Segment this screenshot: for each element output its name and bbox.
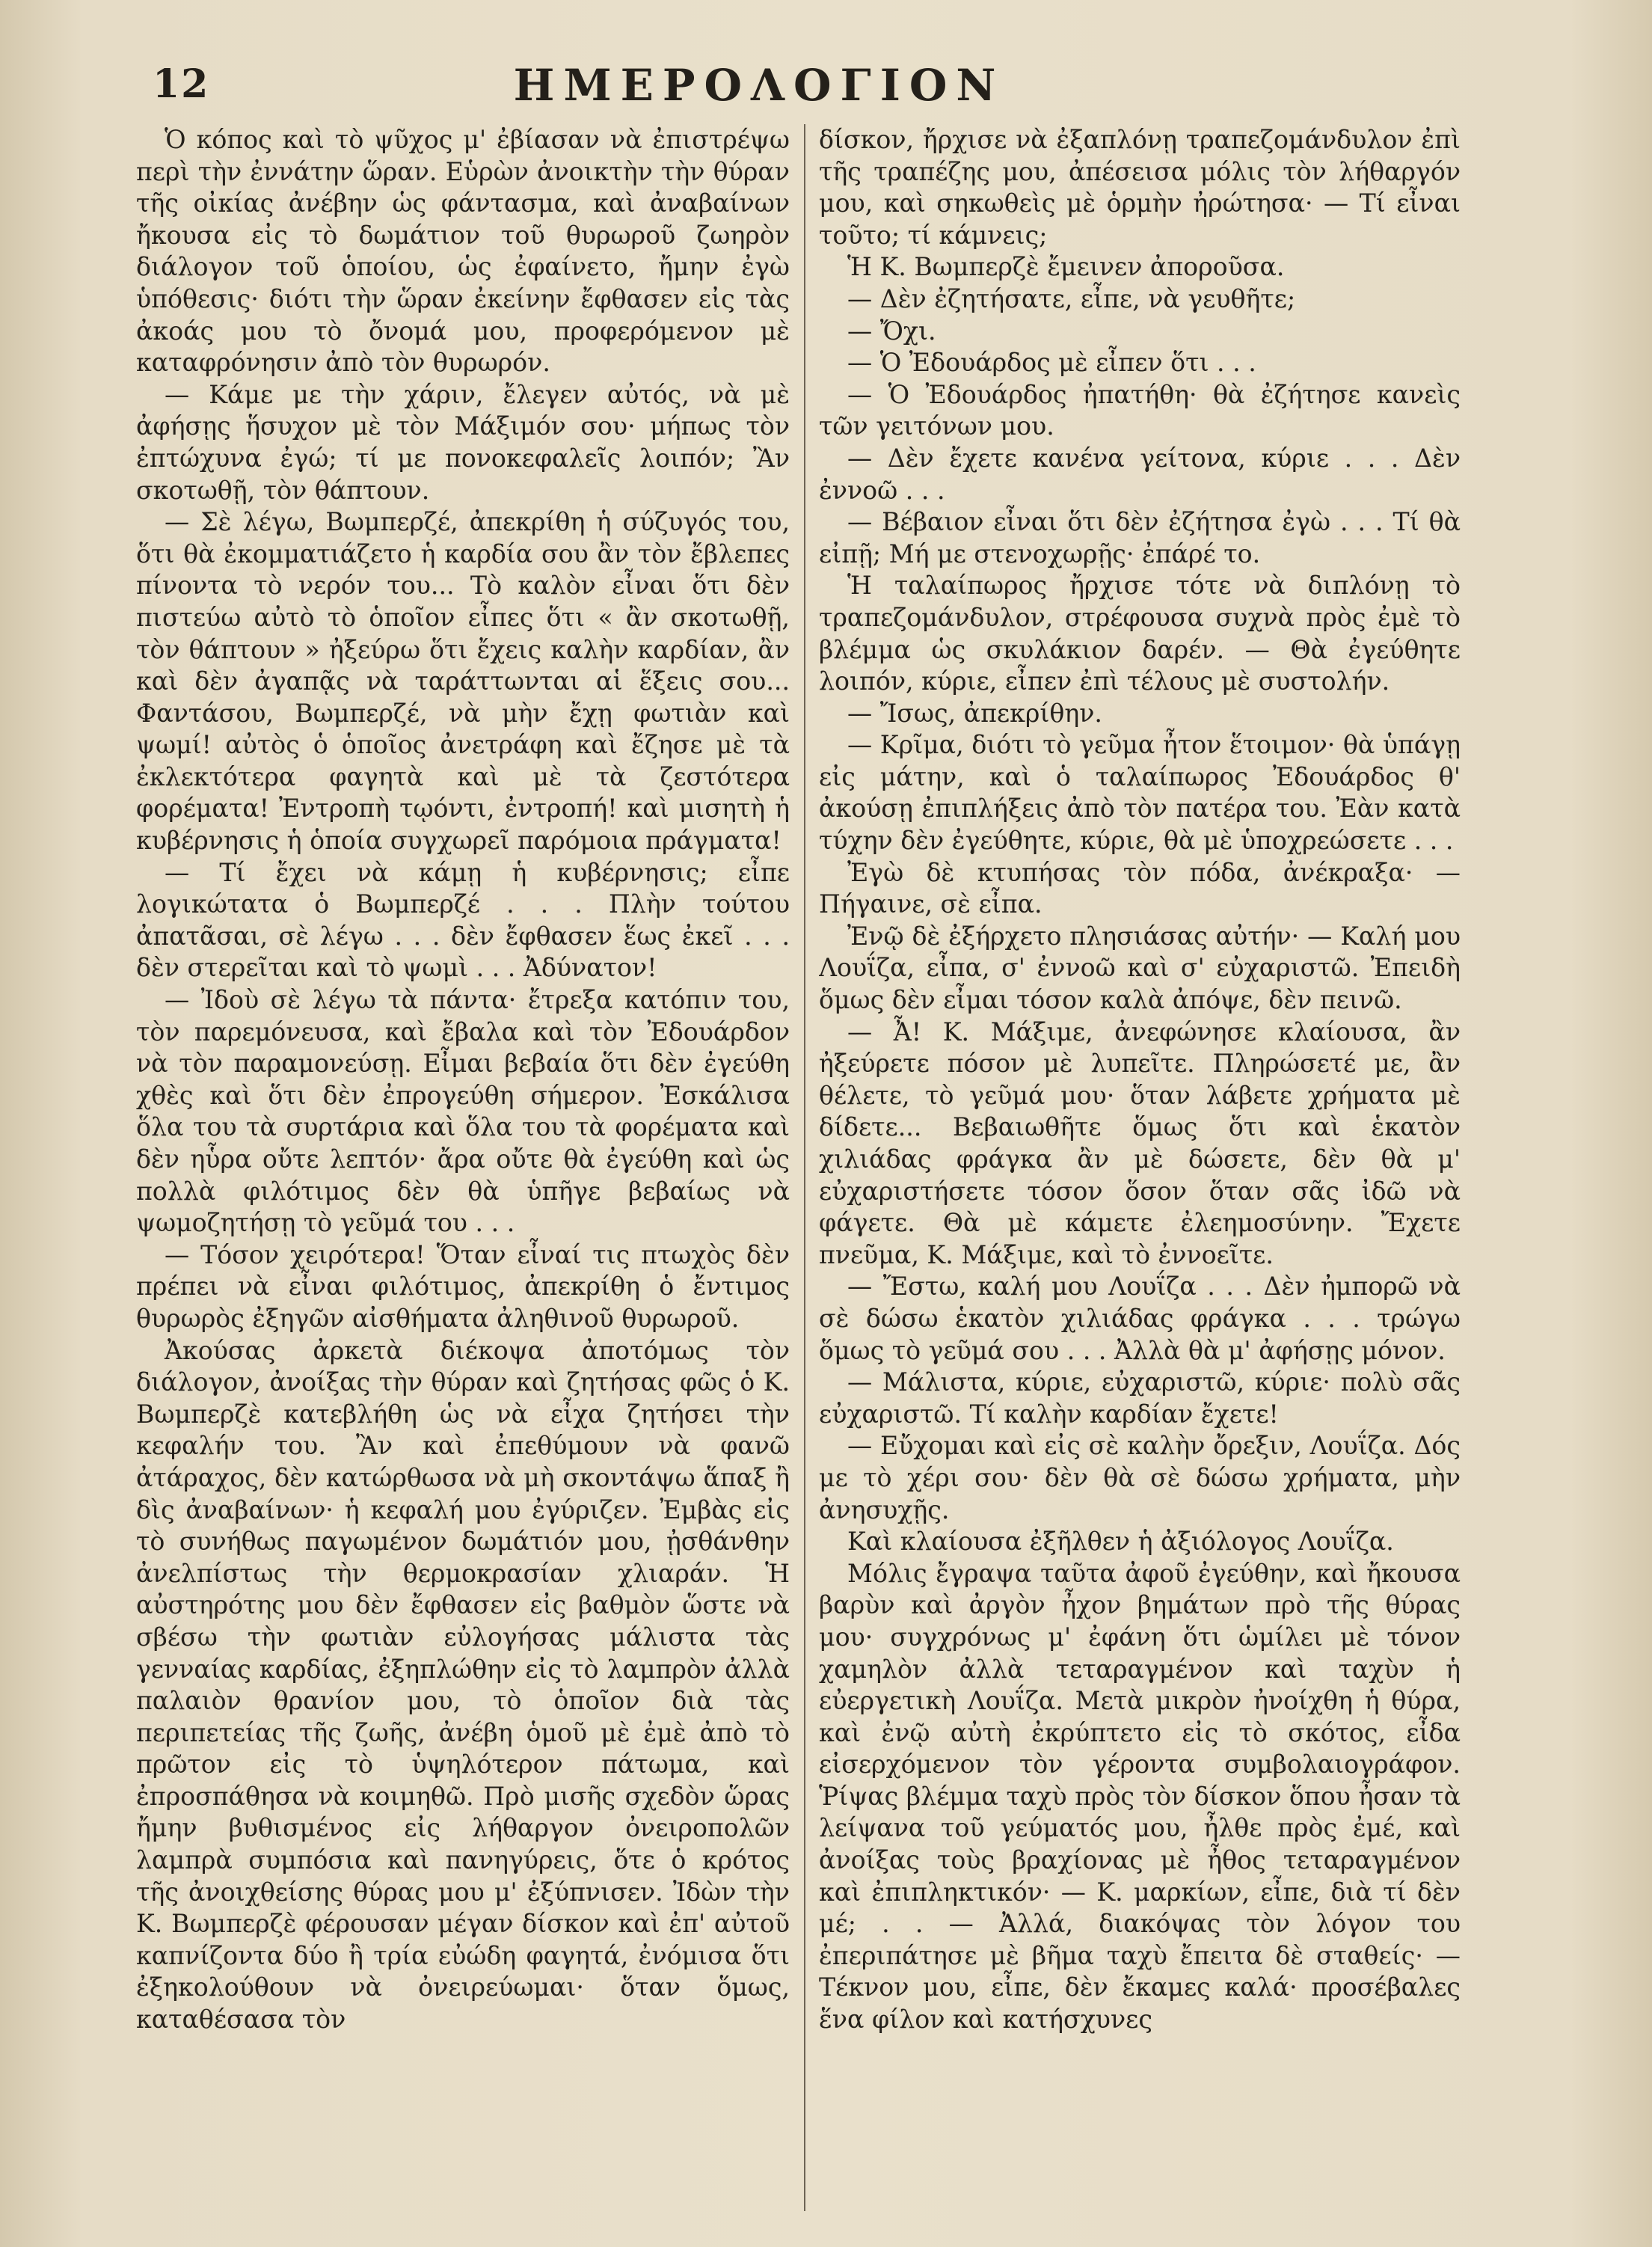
page-number: 12	[153, 61, 210, 107]
paragraph: Ἐγὼ δὲ κτυπήσας τὸν πόδα, ἀνέκραξα· — Πήγαινε, σὲ εἶπα.	[819, 857, 1461, 919]
paragraph: — Ἰδοὺ σὲ λέγω τὰ πάντα· ἔτρεξα κατόπιν του, τὸν παρεμόνευσα, καὶ ἔβαλα καὶ τὸν Ἐδουάρδον νὰ τὸν παραμονεύσῃ. Εἶμαι βεβαία ὅτι δὲν ἐγεύθη χθὲς καὶ ὅτι δὲν ἐπρογεύθη σήμερον. Ἐσκάλισα ὅλα του τὰ συρτάρια καὶ ὅλα του τὰ φορέματα καὶ δὲν ηὗρα οὔτε λεπτόν· ἄρα οὔτε θὰ ἐγεύθη καὶ ὡς πολλὰ φιλότιμος δὲν θὰ ὑπῆγε βεβαίως νὰ ψωμοζητήσῃ τὸ γεῦμά του . . .	[136, 985, 790, 1238]
paragraph: — Εὔχομαι καὶ εἰς σὲ καλὴν ὄρεξιν, Λουΐζα. Δός με τὸ χέρι σου· δὲν θὰ σὲ δώσω χρήματα, μὴν ἀνησυχῇς.	[819, 1431, 1461, 1524]
paragraph: — Ὄχι.	[847, 316, 936, 346]
paragraph: Καὶ κλαίουσα ἐξῆλθεν ἡ ἀξιόλογος Λουΐζα.	[847, 1527, 1394, 1557]
paragraph: — Σὲ λέγω, Βωμπερζέ, ἀπεκρίθη ἡ σύζυγός του, ὅτι θὰ ἐκομματιάζετο ἡ καρδία σου ἂν τὸν ἔβλεπες πίνοντα τὸ νερόν του... Τὸ καλὸν εἶναι ὅτι δὲν πιστεύω αὐτὸ τὸ ὁποῖον εἶπες ὅτι « ἂν σκοτωθῇ, τὸν θάπτουν » ἠξεύρω ὅτι ἔχεις καλὴν καρδίαν, ἂν καὶ δὲν ἀγαπᾷς νὰ ταράττωνται αἱ ἕξεις σου... Φαντάσου, Βωμπερζέ, νὰ μὴν ἔχῃ φωτιὰν καὶ ψωμί! αὐτὸς ὁ ὁποῖος ἀνετράφη καὶ ἔζησε μὲ τὰ ἐκλεκτότερα φαγητὰ καὶ μὲ τὰ ζεστότερα φορέματα! Ἐντροπὴ τῳόντι, ἐντροπή! καὶ μισητὴ ἡ κυβέρνησις ἡ ὁποία συγχωρεῖ παρόμοια πράγματα!	[136, 507, 790, 856]
paragraph: Μόλις ἔγραψα ταῦτα ἀφοῦ ἐγεύθην, καὶ ἤκουσα βαρὺν καὶ ἀργὸν ἦχον βημάτων πρὸ τῆς θύρας μου· συγχρόνως μ' ἐφάνη ὅτι ὡμίλει μὲ τόνον χαμηλὸν ἀλλὰ τεταραγμένον καὶ ταχὺν ἡ εὐεργετικὴ Λουΐζα. Μετὰ μικρὸν ἠνοίχθη ἡ θύρα, καὶ ἐνῷ αὐτὴ ἐκρύπτετο εἰς τὸ σκότος, εἶδα εἰσερχόμενον τὸν γέροντα συμβολαιογράφον. Ῥίψας βλέμμα ταχὺ πρὸς τὸν δίσκον ὅπου ἦσαν τὰ λείψανα τοῦ γεύματός μου, ἦλθε πρὸς ἐμέ, καὶ ἀνοίξας τοὺς βραχίονας μὲ ἦθος τεταραγμένον καὶ ἐπιπληκτικόν· — Κ. μαρκίων, εἶπε, διὰ τί δὲν μέ; . . — Ἀλλά, διακόψας τὸν λόγον του ἐπεριπάτησε μὲ βῆμα ταχὺ ἔπειτα δὲ σταθείς· — Τέκνον μου, εἶπε, δὲν ἔκαμες καλά· προσέβαλες ἕνα φίλον καὶ κατήσχυνες	[819, 1558, 1461, 2035]
paragraph: — Κρῖμα, διότι τὸ γεῦμα ἦτον ἕτοιμον· θὰ ὑπάγῃ εἰς μάτην, καὶ ὁ ταλαίπωρος Ἐδουάρδος θ' ἀκούσῃ ἐπιπλήξεις ἀπὸ τὸν πατέρα του. Ἐὰν κατὰ τύχην δὲν ἐγεύθητε, κύριε, θὰ μὲ ὑποχρεώσετε . . .	[819, 730, 1461, 856]
paragraph: — Ὁ Ἐδουάρδος ἠπατήθη· θὰ ἐζήτησε κανεὶς τῶν γειτόνων μου.	[819, 379, 1461, 441]
left-column	[136, 124, 790, 2219]
paragraph: — Δὲν ἔχετε κανένα γείτονα, κύριε . . . Δὲν ἐννοῶ . . .	[819, 443, 1461, 505]
paragraph: Ἀκούσας ἀρκετὰ διέκοψα ἀποτόμως τὸν διάλογον, ἀνοίξας τὴν θύραν καὶ ζητήσας φῶς ὁ Κ. Βωμπερζὲ κατεβλήθη ὡς νὰ εἶχα ζητήσει τὴν κεφαλήν του. Ἂν καὶ ἐπεθύμουν νὰ φανῶ ἀτάραχος, δὲν κατώρθωσα νὰ μὴ σκοντάψω ἅπαξ ἢ δὶς ἀναβαίνων· ἡ κεφαλή μου ἐγύριζεν. Ἐμβὰς εἰς τὸ συνήθως παγωμένον δωμάτιόν μου, ᾐσθάνθην ἀνελπίστως τὴν θερμοκρασίαν χλιαράν. Ἡ αὐστηρότης μου δὲν ἔφθασεν εἰς βαθμὸν ὥστε νὰ σβέσω τὴν φωτιὰν εὐλογήσας μάλιστα τὰς γενναίας καρδίας, ἐξηπλώθην εἰς τὸ λαμπρὸν ἀλλὰ παλαιὸν θρανίον μου, τὸ ὁποῖον διὰ τὰς περιπετείας τῆς ζωῆς, ἀνέβη ὁμοῦ μὲ ἐμὲ ἀπὸ τὸ πρῶτον εἰς τὸ ὑψηλότερον πάτωμα, καὶ ἐπροσπάθησα νὰ κοιμηθῶ. Πρὸ μισῆς σχεδὸν ὥρας ἤμην βυθισμένος εἰς λήθαργον ὀνειροπολῶν λαμπρὰ συμπόσια καὶ πανηγύρεις, ὅτε ὁ κρότος τῆς ἀνοιχθείσης θύρας μου μ' ἐξύπνισεν. Ἰδὼν τὴν Κ. Βωμπερζὲ φέρουσαν μέγαν δίσκον καὶ ἐπ' αὐτοῦ καπνίζοντα δύο ἢ τρία εὐώδη φαγητά, ἐνόμισα ὅτι ἐξηκολούθουν νὰ ὀνειρεύωμαι· ὅταν ὅμως, καταθέσασα τὸν	[136, 1335, 790, 2035]
running-title: ΗΜΕΡΟΛΟΓΙΟΝ	[513, 60, 1005, 111]
paragraph: — Βέβαιον εἶναι ὅτι δὲν ἐζήτησα ἐγὼ . . . Τί θὰ εἰπῇ; Μή με στενοχωρῇς· ἐπάρέ το.	[819, 507, 1461, 568]
paragraph: Ὁ κόπος καὶ τὸ ψῦχος μ' ἐβίασαν νὰ ἐπιστρέψω περὶ τὴν ἐννάτην ὥραν. Εὑρὼν ἀνοικτὴν τὴν θύραν τῆς οἰκίας ἀνέβην ὡς φάντασμα, καὶ ἀναβαίνων ἤκουσα εἰς τὸ δωμάτιον τοῦ θυρωροῦ ζωηρὸν διάλογον τοῦ ὁποίου, ὡς ἐφαίνετο, ἤμην ἐγὼ ὑπόθεσις· διότι τὴν ὥραν ἐκείνην ἔφθασεν εἰς τὰς ἀκοάς μου τὸ ὄνομά μου, προφερόμενον μὲ καταφρόνησιν ἀπὸ τὸν θυρωρόν.	[136, 125, 790, 378]
column-divider	[804, 124, 805, 2211]
paragraph: — Μάλιστα, κύριε, εὐχαριστῶ, κύριε· πολὺ σᾶς εὐχαριστῶ. Τί καλὴν καρδίαν ἔχετε!	[819, 1367, 1461, 1429]
paragraph: — Δὲν ἐζητήσατε, εἶπε, νὰ γευθῆτε;	[847, 283, 1296, 313]
paragraph: — Τόσον χειρότερα! Ὅταν εἶναί τις πτωχὸς δὲν πρέπει νὰ εἶναι φιλότιμος, ἀπεκρίθη ὁ ἔντιμος θυρωρὸς ἐξηγῶν αἰσθήματα ἀληθινοῦ θυρωροῦ.	[136, 1239, 790, 1333]
paragraph: — Ἔστω, καλή μου Λουΐζα . . . Δὲν ἠμπορῶ νὰ σὲ δώσω ἑκατὸν χιλιάδας φράγκα . . . τρώγω ὅμως τὸ γεῦμά σου . . . Ἀλλὰ θὰ μ' ἀφήσῃς μόνον.	[819, 1272, 1461, 1365]
paragraph: Ἡ Κ. Βωμπερζὲ ἔμεινεν ἀποροῦσα.	[847, 252, 1285, 282]
paragraph: — Κάμε με τὴν χάριν, ἔλεγεν αὐτός, νὰ μὲ ἀφήσῃς ἥσυχον μὲ τὸν Μάξιμόν σου· μήπως τὸν ἐπτώχυνα ἐγώ; τί με πονοκεφαλεῖς λοιπόν; Ἂν σκοτωθῇ, τὸν θάπτουν.	[136, 379, 790, 505]
paragraph: δίσκον, ἤρχισε νὰ ἐξαπλόνῃ τραπεζομάνδυλον ἐπὶ τῆς τραπέζης μου, ἀπέσεισα μόλις τὸν λήθαργόν μου, καὶ σηκωθεὶς μὲ ὁρμὴν ἠρώτησα· — Τί εἶναι τοῦτο; τί κάμνεις;	[819, 125, 1461, 250]
paragraph: Ἡ ταλαίπωρος ἤρχισε τότε νὰ διπλόνῃ τὸ τραπεζομάνδυλον, στρέφουσα συχνὰ πρὸς ἐμὲ τὸ βλέμμα ὡς σκυλάκιον δαρέν. — Θὰ ἐγεύθητε λοιπόν, κύριε, εἶπεν ἐπὶ τέλους μὲ συστολήν.	[819, 571, 1461, 696]
paragraph: — Τί ἔχει νὰ κάμῃ ἡ κυβέρνησις; εἶπε λογικώτατα ὁ Βωμπερζέ . . . Πλὴν τούτου ἀπατᾶσαι, σὲ λέγω . . . δὲν ἔφθασεν ἕως ἐκεῖ . . . δὲν στερεῖται καὶ τὸ ψωμὶ . . . Ἀδύνατον!	[136, 857, 790, 983]
paragraph: — Ὁ Ἐδουάρδος μὲ εἶπεν ὅτι . . .	[847, 348, 1256, 378]
paragraph: Ἐνῷ δὲ ἐξήρχετο πλησιάσας αὐτήν· — Καλή μου Λουΐζα, εἶπα, σ' ἐννοῶ καὶ σ' εὐχαριστῶ. Ἐπειδὴ ὅμως δὲν εἶμαι τόσον καλὰ ἀπόψε, δὲν πεινῶ.	[819, 921, 1461, 1015]
paragraph: — Ἴσως, ἀπεκρίθην.	[847, 698, 1102, 728]
right-column	[819, 124, 1461, 2219]
paragraph: — Ἆ! Κ. Μάξιμε, ἀνεφώνησε κλαίουσα, ἂν ἠξεύρετε πόσον μὲ λυπεῖτε. Πληρώσετέ με, ἂν θέλετε, τὸ γεῦμά μου· ὅταν λάβετε χρήματα μὲ δίδετε... Βεβαιωθῆτε ὅμως ὅτι καὶ ἑκατὸν χιλιάδας φράγκα ἂν μὲ δώσετε, δὲν θὰ μ' εὐχαριστήσετε τόσον ὅσον ὅταν σᾶς ἰδῶ νὰ φάγετε. Θὰ μὲ κάμετε ἐλεημοσύνην. Ἔχετε πνεῦμα, Κ. Μάξιμε, καὶ τὸ ἐννοεῖτε.	[819, 1017, 1461, 1269]
